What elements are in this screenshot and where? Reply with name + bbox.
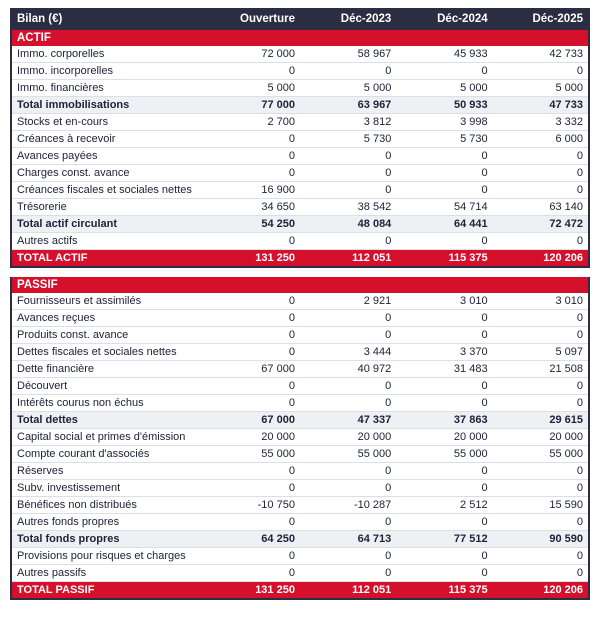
table-row [11, 63, 589, 80]
row-value: 64 713 [300, 531, 396, 548]
row-value: 0 [300, 165, 396, 182]
row-value: 0 [300, 327, 396, 344]
row-value: 67 000 [204, 361, 300, 378]
row-label: Avances reçues [11, 310, 204, 327]
row-value: 72 472 [493, 216, 589, 233]
row-value: 0 [204, 395, 300, 412]
section-header-passif [11, 277, 589, 293]
row-label: Total actif circulant [11, 216, 204, 233]
row-value: -10 750 [204, 497, 300, 514]
section-title: PASSIF [11, 277, 589, 293]
row-value: 0 [396, 327, 492, 344]
row-value: 20 000 [396, 429, 492, 446]
row-label: Charges const. avance [11, 165, 204, 182]
row-value: 77 512 [396, 531, 492, 548]
column-header-dec-2024: Déc-2024 [396, 8, 492, 30]
row-value: 34 650 [204, 199, 300, 216]
table-row [11, 199, 589, 216]
row-value: 0 [396, 378, 492, 395]
row-label: Immo. incorporelles [11, 63, 204, 80]
table-row [11, 463, 589, 480]
row-value: 0 [396, 63, 492, 80]
row-label: Réserves [11, 463, 204, 480]
row-value: 0 [300, 63, 396, 80]
row-label: Fournisseurs et assimilés [11, 293, 204, 310]
row-value: 48 084 [300, 216, 396, 233]
table-row [11, 233, 589, 250]
row-value: 90 590 [493, 531, 589, 548]
row-label: Immo. financières [11, 80, 204, 97]
row-value: 3 812 [300, 114, 396, 131]
row-label: Autres actifs [11, 233, 204, 250]
row-label: Bénéfices non distribués [11, 497, 204, 514]
row-label: Autres passifs [11, 565, 204, 582]
row-label: Total dettes [11, 412, 204, 429]
row-value: 38 542 [300, 199, 396, 216]
row-value: 0 [300, 463, 396, 480]
row-value: 20 000 [300, 429, 396, 446]
row-value: 55 000 [396, 446, 492, 463]
row-value: 0 [300, 378, 396, 395]
row-value: 0 [300, 548, 396, 565]
row-value: 0 [396, 514, 492, 531]
row-value: 55 000 [204, 446, 300, 463]
row-label: Créances à recevoir [11, 131, 204, 148]
row-value: 64 441 [396, 216, 492, 233]
row-value: 3 370 [396, 344, 492, 361]
row-value: 0 [300, 310, 396, 327]
row-value: 54 714 [396, 199, 492, 216]
row-label: Intérêts courus non échus [11, 395, 204, 412]
row-label: Capital social et primes d'émission [11, 429, 204, 446]
table-row [11, 293, 589, 310]
column-header-dec-2025: Déc-2025 [493, 8, 589, 30]
row-value: 0 [300, 233, 396, 250]
row-label: Dettes fiscales et sociales nettes [11, 344, 204, 361]
table-row [11, 480, 589, 497]
row-value: 0 [204, 514, 300, 531]
row-value: 0 [493, 480, 589, 497]
row-value: 3 332 [493, 114, 589, 131]
row-value: 0 [396, 148, 492, 165]
row-value: 5 000 [204, 80, 300, 97]
row-value: 0 [396, 463, 492, 480]
row-value: 54 250 [204, 216, 300, 233]
row-value: 5 000 [493, 80, 589, 97]
row-value: 5 000 [396, 80, 492, 97]
row-value: 0 [493, 310, 589, 327]
row-value: 0 [300, 148, 396, 165]
row-value: 0 [493, 63, 589, 80]
balance-sheet-table-passif [10, 277, 590, 600]
table-row [11, 310, 589, 327]
table-row [11, 378, 589, 395]
row-value: 0 [493, 182, 589, 199]
table-row [11, 497, 589, 514]
balance-sheet [10, 8, 590, 600]
row-value: 55 000 [493, 446, 589, 463]
row-label: Immo. corporelles [11, 46, 204, 63]
row-value: 0 [204, 463, 300, 480]
table-row [11, 429, 589, 446]
table-row [11, 531, 589, 548]
row-value: 0 [396, 310, 492, 327]
row-value: 0 [300, 395, 396, 412]
row-value: 0 [493, 463, 589, 480]
row-value: 45 933 [396, 46, 492, 63]
row-value: 67 000 [204, 412, 300, 429]
row-value: 0 [204, 548, 300, 565]
row-value: 112 051 [300, 250, 396, 268]
table-row [11, 97, 589, 114]
row-value: 47 337 [300, 412, 396, 429]
row-value: 5 730 [396, 131, 492, 148]
row-value: 0 [493, 327, 589, 344]
row-value: 50 933 [396, 97, 492, 114]
row-value: 0 [204, 378, 300, 395]
row-value: 120 206 [493, 250, 589, 268]
row-value: 131 250 [204, 250, 300, 268]
row-value: 0 [493, 514, 589, 531]
table-row [11, 131, 589, 148]
section-header-actif [11, 30, 589, 46]
row-value: 20 000 [204, 429, 300, 446]
row-value: -10 287 [300, 497, 396, 514]
row-value: 0 [493, 565, 589, 582]
row-value: 0 [204, 480, 300, 497]
row-value: 63 140 [493, 199, 589, 216]
row-label: Compte courant d'associés [11, 446, 204, 463]
table-row [11, 412, 589, 429]
row-value: 112 051 [300, 582, 396, 600]
section-divider [10, 268, 590, 277]
row-value: 58 967 [300, 46, 396, 63]
row-value: 6 000 [493, 131, 589, 148]
row-value: 2 700 [204, 114, 300, 131]
table-row [11, 165, 589, 182]
row-label: Avances payées [11, 148, 204, 165]
row-label: Trésorerie [11, 199, 204, 216]
row-value: 0 [204, 327, 300, 344]
row-value: 3 010 [396, 293, 492, 310]
row-value: 0 [204, 233, 300, 250]
row-value: 20 000 [493, 429, 589, 446]
section-title: ACTIF [11, 30, 589, 46]
column-header-title: Bilan (€) [11, 8, 204, 30]
row-value: 5 000 [300, 80, 396, 97]
table-row [11, 182, 589, 199]
row-value: 0 [396, 233, 492, 250]
row-value: 31 483 [396, 361, 492, 378]
row-value: 63 967 [300, 97, 396, 114]
table-row [11, 548, 589, 565]
row-value: 2 512 [396, 497, 492, 514]
row-value: 77 000 [204, 97, 300, 114]
row-value: 55 000 [300, 446, 396, 463]
row-value: 0 [396, 548, 492, 565]
row-value: 0 [493, 148, 589, 165]
row-value: 15 590 [493, 497, 589, 514]
table-row [11, 327, 589, 344]
row-value: 0 [204, 165, 300, 182]
row-value: 0 [204, 293, 300, 310]
row-label: Total immobilisations [11, 97, 204, 114]
table-row [11, 250, 589, 268]
row-value: 64 250 [204, 531, 300, 548]
table-row [11, 344, 589, 361]
row-label: Dette financière [11, 361, 204, 378]
row-label: Produits const. avance [11, 327, 204, 344]
column-header-dec-2023: Déc-2023 [300, 8, 396, 30]
row-value: 0 [300, 480, 396, 497]
row-value: 0 [396, 165, 492, 182]
row-value: 5 097 [493, 344, 589, 361]
row-value: 0 [493, 165, 589, 182]
row-value: 115 375 [396, 582, 492, 600]
row-label: Autres fonds propres [11, 514, 204, 531]
row-value: 131 250 [204, 582, 300, 600]
row-value: 0 [204, 565, 300, 582]
row-value: 0 [204, 148, 300, 165]
row-value: 0 [204, 344, 300, 361]
row-value: 37 863 [396, 412, 492, 429]
table-row [11, 514, 589, 531]
row-value: 5 730 [300, 131, 396, 148]
row-value: 115 375 [396, 250, 492, 268]
row-value: 16 900 [204, 182, 300, 199]
row-value: 40 972 [300, 361, 396, 378]
table-row [11, 80, 589, 97]
row-value: 21 508 [493, 361, 589, 378]
column-header-ouverture: Ouverture [204, 8, 300, 30]
row-value: 42 733 [493, 46, 589, 63]
row-label: TOTAL ACTIF [11, 250, 204, 268]
row-label: Provisions pour risques et charges [11, 548, 204, 565]
row-label: Total fonds propres [11, 531, 204, 548]
table-row [11, 582, 589, 600]
table-row [11, 361, 589, 378]
row-value: 0 [493, 378, 589, 395]
row-value: 3 998 [396, 114, 492, 131]
row-value: 0 [204, 131, 300, 148]
table-row [11, 216, 589, 233]
row-value: 3 010 [493, 293, 589, 310]
table-row [11, 395, 589, 412]
row-value: 3 444 [300, 344, 396, 361]
row-value: 47 733 [493, 97, 589, 114]
table-row [11, 565, 589, 582]
row-value: 0 [300, 514, 396, 531]
row-value: 0 [396, 565, 492, 582]
balance-sheet-table-actif [10, 8, 590, 268]
row-value: 0 [300, 565, 396, 582]
row-value: 0 [204, 310, 300, 327]
row-value: 120 206 [493, 582, 589, 600]
row-label: Découvert [11, 378, 204, 395]
table-row [11, 114, 589, 131]
row-value: 0 [300, 182, 396, 199]
row-label: Subv. investissement [11, 480, 204, 497]
row-value: 0 [204, 63, 300, 80]
row-value: 0 [493, 548, 589, 565]
row-label: Stocks et en-cours [11, 114, 204, 131]
row-value: 29 615 [493, 412, 589, 429]
row-value: 0 [493, 233, 589, 250]
table-row [11, 446, 589, 463]
table-header-row [11, 8, 589, 30]
row-label: Créances fiscales et sociales nettes [11, 182, 204, 199]
row-value: 2 921 [300, 293, 396, 310]
table-row [11, 46, 589, 63]
row-value: 72 000 [204, 46, 300, 63]
row-value: 0 [396, 182, 492, 199]
row-label: TOTAL PASSIF [11, 582, 204, 600]
table-row [11, 148, 589, 165]
row-value: 0 [493, 395, 589, 412]
row-value: 0 [396, 480, 492, 497]
row-value: 0 [396, 395, 492, 412]
